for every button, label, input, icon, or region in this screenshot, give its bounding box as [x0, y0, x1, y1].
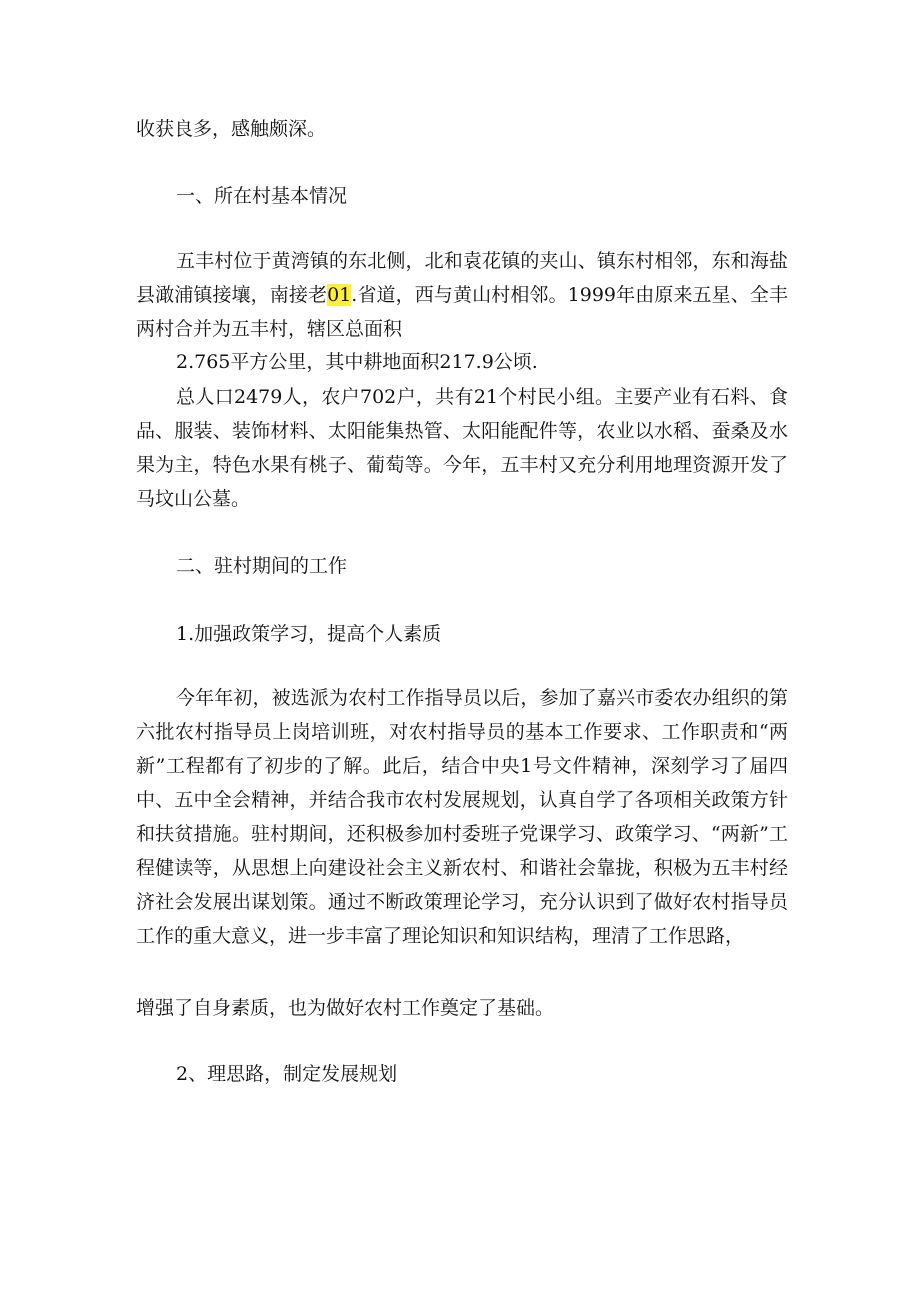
intro-line: 收获良多，感触颇深。 — [136, 118, 327, 140]
paragraph-population: 总人口2479人，农户702户，共有21个村民小组。主要产业有石料、食品、服装、装饰材料、太阳能集热管、太阳能配件等，农业以水稻、蚕桑及水果为主，特色水果有桃子、葡萄等。今年，五丰村又充分利用地理资源开发了马坟山公墓。 — [136, 386, 788, 510]
subheading-policy-study: 1.加强政策学习，提高个人素质 — [176, 623, 442, 645]
subheading-planning: 2、理思路，制定发展规划 — [176, 1063, 398, 1085]
paragraph-conclusion: 增强了自身素质，也为做好农村工作奠定了基础。 — [136, 997, 555, 1019]
highlighted-road-number: 01 — [327, 284, 352, 306]
section-heading-work: 二、驻村期间的工作 — [176, 555, 348, 577]
section-heading-basic-info: 一、所在村基本情况 — [176, 185, 348, 207]
paragraph-area: 2.765平方公里，其中耕地面积217.9公顷. — [176, 351, 538, 373]
paragraph-policy-study: 今年年初，被选派为农村工作指导员以后，参加了嘉兴市委农办组织的第六批农村指导员上岗培训班，对农村指导员的基本工作要求、工作职责和“两新”工程都有了初步的了解。此后，结合中央1号文件精神，深刻学习了届四中、五中全会精神，并结合我市农村发展规划，认真自学了各项相关政策方针和扶贫措施。驻村期间，还积极参加村委班子党课学习、政策学习、“两新”工程健读等，从思想上向建设社会主义新农村、和谐社会靠拢，积极为五丰村经济社会发展出谋划策。通过不断政策理论学习，充分认识到了做好农村指导员工作的重大意义，进一步丰富了理论知识和知识结构，理清了工作思路， — [136, 687, 788, 947]
paragraph-location-text-b: .省道，西与黄山村相邻。1999年由原来五星、全丰两村合并为五丰村，辖区总面积 — [136, 284, 788, 340]
paragraph-location-text-a: 五丰村位于黄湾镇的东北侧，北和袁花镇的夹山、镇东村相邻，东和海盐县澉浦镇接壤，南接老 — [136, 250, 788, 306]
paragraph-location — [136, 244, 788, 346]
